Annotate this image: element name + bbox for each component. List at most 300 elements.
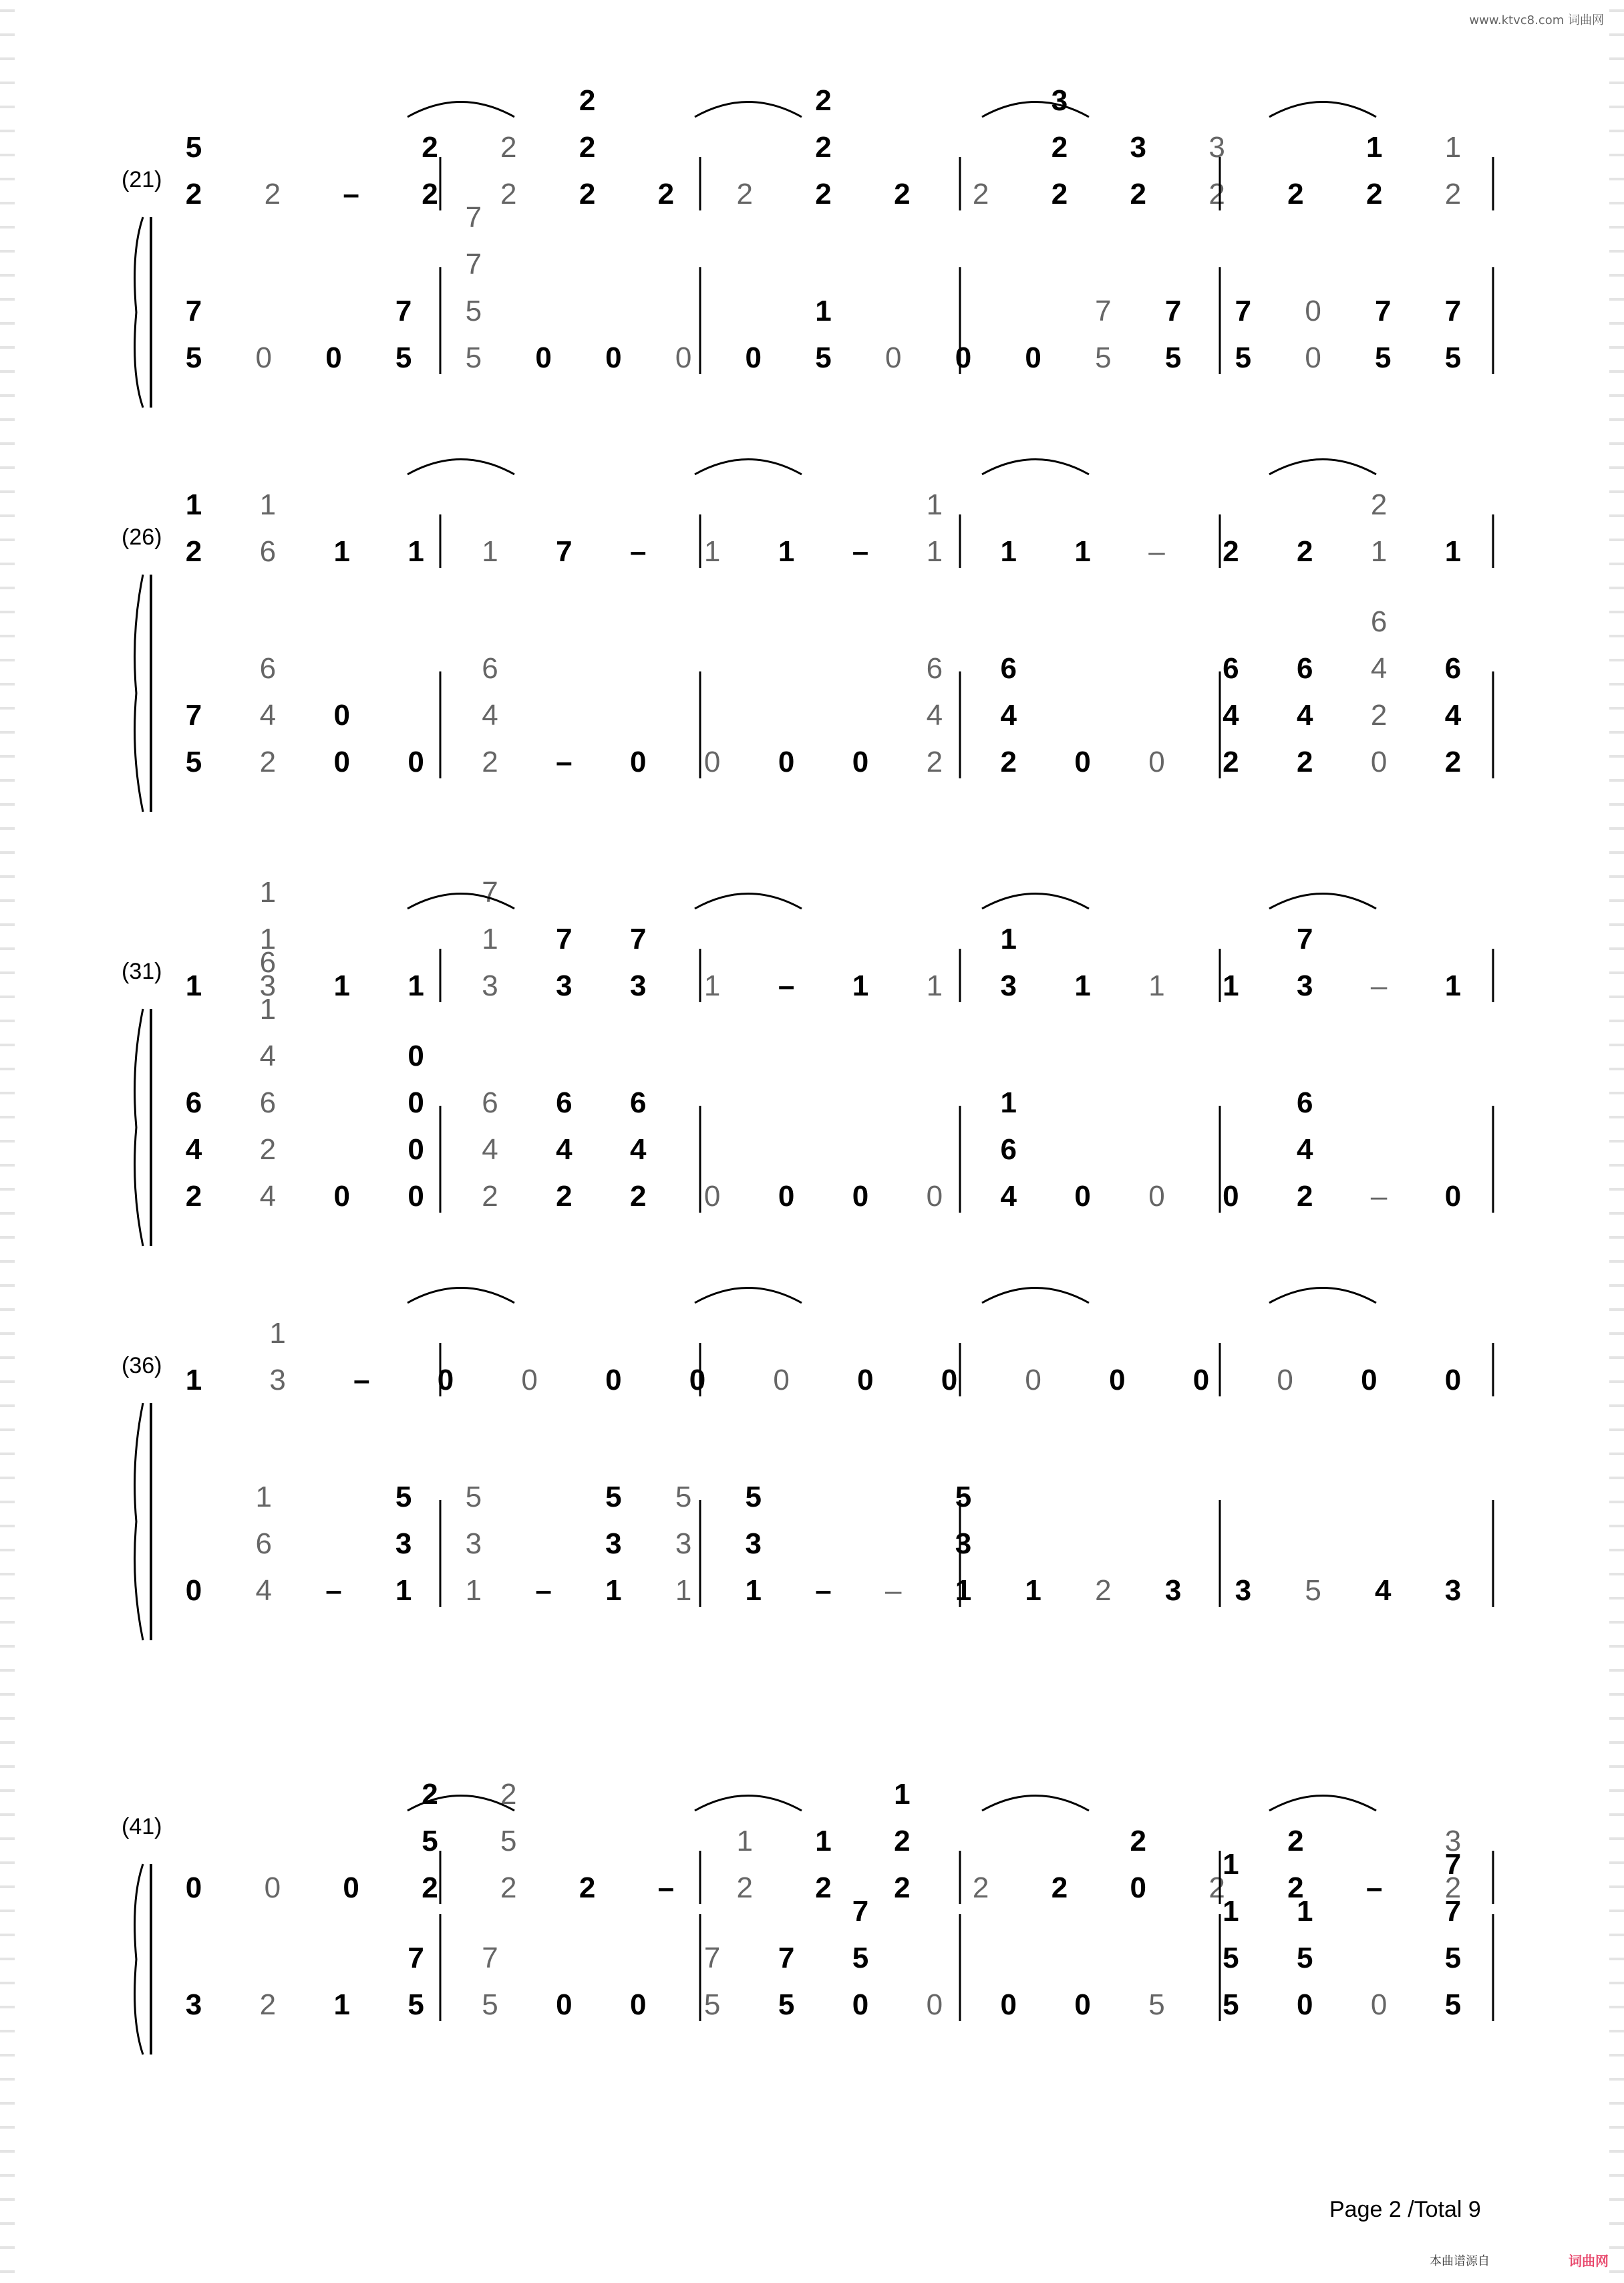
bass-note: 0: [333, 1180, 351, 1213]
bass-note: 7: [1235, 295, 1252, 327]
treble-note: 0: [1109, 1364, 1126, 1396]
treble-note: 2: [1444, 178, 1462, 210]
bass-note: 6: [482, 652, 498, 685]
treble-note: 1: [1000, 535, 1017, 568]
bass-note: 5: [745, 1481, 762, 1513]
bass-note: 0: [852, 746, 869, 778]
bass-note: 0: [630, 746, 647, 778]
bass-note: 6: [255, 1527, 272, 1560]
treble-note: –: [778, 969, 795, 1002]
bass-note: 0: [1444, 1180, 1462, 1213]
bass-note: 4: [1000, 1180, 1017, 1213]
bass-note: 5: [482, 1988, 498, 2021]
bass-note: 6: [556, 1086, 573, 1119]
treble-note: 2: [1051, 131, 1068, 164]
bass-note: 3: [745, 1527, 762, 1560]
bass-note: 1: [1000, 1086, 1017, 1119]
bass-note: 5: [1223, 1988, 1239, 2021]
bass-note: 0: [408, 746, 424, 778]
bass-note: 4: [926, 699, 943, 732]
treble-note: 2: [1051, 1871, 1068, 1904]
bass-note: 2: [482, 1180, 498, 1213]
bass-note: 7: [1375, 295, 1392, 327]
bass-note: 0: [535, 341, 552, 374]
tie-slur: [1269, 1288, 1376, 1304]
tie-slur: [695, 1796, 802, 1811]
bass-note: 0: [408, 1086, 424, 1119]
treble-note: 2: [579, 1871, 596, 1904]
treble-note: 1: [736, 1825, 753, 1857]
treble-note: 3: [630, 969, 647, 1002]
treble-note: 3: [1296, 969, 1313, 1002]
system-brace: [135, 1009, 143, 1246]
bass-note: 4: [1000, 699, 1017, 732]
tie-slur: [408, 894, 514, 909]
bass-note: 6: [259, 1086, 277, 1119]
treble-note: 2: [500, 178, 517, 210]
tie-slur: [1269, 894, 1376, 909]
treble-note: 1: [1444, 969, 1462, 1002]
bass-note: 1: [815, 295, 832, 327]
treble-note: 1: [185, 969, 202, 1002]
treble-note: 1: [185, 488, 202, 521]
treble-note: 1: [894, 1778, 911, 1811]
treble-note: 0: [1130, 1871, 1146, 1904]
bass-note: 5: [1444, 341, 1462, 374]
treble-note: 1: [482, 535, 498, 568]
bass-note: 6: [1000, 1133, 1017, 1166]
treble-note: 2: [500, 1778, 517, 1811]
bass-note: 2: [1296, 746, 1313, 778]
treble-note: 7: [482, 876, 498, 909]
bass-note: 4: [255, 1574, 272, 1607]
bass-note: 0: [778, 746, 795, 778]
treble-note: 0: [689, 1364, 706, 1396]
bass-note: 5: [465, 341, 482, 374]
bass-note: 4: [482, 699, 498, 732]
treble-note: 0: [1361, 1364, 1377, 1396]
treble-note: 2: [264, 178, 281, 210]
bass-note: 0: [556, 1988, 573, 2021]
treble-note: 2: [500, 131, 517, 164]
treble-note: 1: [333, 535, 351, 568]
tie-slur: [695, 102, 802, 118]
bass-note: 7: [408, 1942, 424, 1974]
bass-note: 5: [1095, 341, 1112, 374]
treble-note: 0: [264, 1871, 281, 1904]
bass-note: 7: [1444, 1848, 1462, 1881]
measure-number: (36): [122, 1353, 162, 1378]
tie-slur: [982, 102, 1089, 118]
treble-note: 1: [1444, 535, 1462, 568]
bass-note: 5: [1148, 1988, 1165, 2021]
treble-note: 2: [736, 178, 753, 210]
bass-note: 6: [926, 652, 943, 685]
treble-note: 3: [1444, 1825, 1462, 1857]
treble-note: 0: [437, 1364, 454, 1396]
treble-note: 2: [1208, 178, 1225, 210]
measure-number: (31): [122, 959, 162, 984]
bass-note: 7: [703, 1942, 721, 1974]
bass-note: 5: [815, 341, 832, 374]
treble-note: 1: [852, 969, 869, 1002]
bass-note: 0: [1305, 295, 1321, 327]
bass-note: 5: [395, 1481, 412, 1513]
treble-note: 1: [1000, 923, 1017, 955]
bass-note: 2: [926, 746, 943, 778]
bass-note: 7: [185, 295, 202, 327]
tie-slur: [982, 1288, 1089, 1304]
bass-note: 0: [630, 1988, 647, 2021]
bass-note: 2: [1095, 1574, 1112, 1607]
treble-note: 1: [259, 876, 277, 909]
bass-note: 0: [408, 1133, 424, 1166]
bass-note: 5: [408, 1988, 424, 2021]
bass-note: 4: [1444, 699, 1462, 732]
bass-note: 6: [259, 652, 277, 685]
treble-note: 5: [422, 1825, 438, 1857]
bass-note: 0: [1223, 1180, 1239, 1213]
bass-note: 6: [630, 1086, 647, 1119]
tie-slur: [695, 894, 802, 909]
tie-slur: [1269, 460, 1376, 475]
treble-note: –: [657, 1871, 675, 1904]
bass-note: 0: [1148, 1180, 1165, 1213]
treble-note: 3: [269, 1364, 286, 1396]
treble-note: 2: [894, 178, 911, 210]
footer-credit: 本曲谱源自: [1430, 2254, 1490, 2268]
bass-note: –: [815, 1574, 832, 1607]
bass-note: 4: [556, 1133, 573, 1166]
bass-note: 5: [703, 1988, 721, 2021]
bass-note: 0: [185, 1574, 202, 1607]
bass-note: 3: [955, 1527, 972, 1560]
bass-note: 1: [255, 1481, 272, 1513]
system-brace: [135, 575, 143, 812]
treble-note: 1: [333, 969, 351, 1002]
bass-note: 0: [1370, 1988, 1388, 2021]
treble-note: 1: [815, 1825, 832, 1857]
treble-note: 5: [185, 131, 202, 164]
bass-note: 0: [325, 341, 342, 374]
bass-note: 1: [1223, 1895, 1239, 1928]
treble-note: 1: [259, 923, 277, 955]
bass-note: –: [556, 746, 573, 778]
bass-note: 5: [1235, 341, 1252, 374]
bass-note: 0: [1025, 341, 1041, 374]
bass-note: 5: [955, 1481, 972, 1513]
treble-note: 1: [703, 535, 721, 568]
treble-note: 7: [1296, 923, 1313, 955]
bass-note: 0: [408, 1040, 424, 1072]
bass-note: 0: [1148, 746, 1165, 778]
bass-note: 5: [1305, 1574, 1321, 1607]
bass-note: 0: [1296, 1988, 1313, 2021]
treble-note: 2: [1208, 1871, 1225, 1904]
bass-note: 0: [1074, 1180, 1091, 1213]
bass-note: 3: [675, 1527, 692, 1560]
measure-number: (21): [122, 167, 162, 192]
bass-note: 5: [1164, 341, 1182, 374]
bass-note: 4: [259, 699, 277, 732]
bass-note: 6: [1444, 652, 1462, 685]
bass-note: 5: [465, 1481, 482, 1513]
bass-note: 2: [1444, 746, 1462, 778]
bass-note: 7: [1444, 1895, 1462, 1928]
treble-note: 3: [556, 969, 573, 1002]
system-brace: [135, 1864, 143, 2054]
system-brace: [135, 217, 143, 408]
treble-note: 1: [482, 923, 498, 955]
treble-note: 2: [1370, 488, 1388, 521]
site-logo: 词曲网: [1569, 2253, 1609, 2269]
treble-note: 7: [556, 923, 573, 955]
treble-note: –: [852, 535, 869, 568]
treble-note: –: [353, 1364, 370, 1396]
treble-note: 2: [894, 1825, 911, 1857]
bass-note: 2: [259, 1133, 277, 1166]
bass-note: 0: [703, 746, 721, 778]
treble-note: 2: [422, 178, 438, 210]
treble-note: 2: [815, 178, 832, 210]
page-indicator: Page 2 /Total 9: [1329, 2197, 1481, 2222]
treble-note: 1: [1074, 969, 1091, 1002]
bass-note: 1: [955, 1574, 972, 1607]
treble-note: 2: [422, 1778, 438, 1811]
bass-note: 0: [1305, 341, 1321, 374]
bass-note: 1: [1223, 1848, 1239, 1881]
bass-note: 5: [675, 1481, 692, 1513]
bass-note: 7: [1164, 295, 1182, 327]
bass-note: 2: [556, 1180, 573, 1213]
treble-note: 2: [1130, 178, 1146, 210]
bass-note: 3: [1444, 1574, 1462, 1607]
system-brace: [135, 1403, 143, 1640]
bass-note: 0: [1370, 746, 1388, 778]
bass-note: 4: [1370, 652, 1388, 685]
treble-note: 0: [1277, 1364, 1293, 1396]
bass-note: 4: [482, 1133, 498, 1166]
bass-note: –: [535, 1574, 552, 1607]
bass-note: 0: [1074, 1988, 1091, 2021]
bass-note: 1: [1025, 1574, 1041, 1607]
bass-note: 5: [1296, 1942, 1313, 1974]
bass-note: 6: [1370, 605, 1388, 638]
treble-note: 2: [579, 131, 596, 164]
bass-note: 1: [745, 1574, 762, 1607]
treble-note: 1: [408, 969, 424, 1002]
bass-note: 0: [255, 341, 272, 374]
bass-note: 6: [185, 1086, 202, 1119]
treble-note: 2: [1051, 178, 1068, 210]
treble-note: 1: [926, 535, 943, 568]
treble-note: 1: [408, 535, 424, 568]
bass-note: 4: [1223, 699, 1239, 732]
treble-note: 3: [482, 969, 498, 1002]
treble-note: 2: [579, 178, 596, 210]
treble-note: 0: [521, 1364, 538, 1396]
bass-note: 1: [395, 1574, 412, 1607]
bass-note: 5: [185, 746, 202, 778]
bass-note: 0: [408, 1180, 424, 1213]
tie-slur: [982, 460, 1089, 475]
bass-note: 2: [1000, 746, 1017, 778]
bass-note: 1: [675, 1574, 692, 1607]
bass-note: 5: [185, 341, 202, 374]
treble-note: 1: [778, 535, 795, 568]
bass-note: 3: [185, 1988, 202, 2021]
bass-note: 4: [259, 1180, 277, 1213]
tie-slur: [982, 894, 1089, 909]
bass-note: 3: [605, 1527, 622, 1560]
tie-slur: [982, 1796, 1089, 1811]
treble-note: 0: [1025, 1364, 1041, 1396]
bass-note: 4: [1296, 699, 1313, 732]
bass-note: 2: [1296, 1180, 1313, 1213]
treble-note: 3: [259, 969, 277, 1002]
bass-note: 4: [630, 1133, 647, 1166]
bass-note: 7: [778, 1942, 795, 1974]
treble-note: 2: [736, 1871, 753, 1904]
bass-note: 5: [852, 1942, 869, 1974]
treble-note: 0: [1192, 1364, 1210, 1396]
source-url: www.ktvc8.com 词曲网: [1469, 13, 1604, 27]
bass-note: 2: [259, 1988, 277, 2021]
treble-note: 2: [185, 178, 202, 210]
bass-note: 3: [1164, 1574, 1182, 1607]
bass-note: 0: [745, 341, 762, 374]
treble-note: –: [343, 178, 359, 210]
bass-note: 0: [926, 1988, 943, 2021]
treble-note: 2: [185, 535, 202, 568]
treble-note: 3: [1208, 131, 1225, 164]
treble-note: 2: [1296, 535, 1313, 568]
bass-note: 1: [605, 1574, 622, 1607]
treble-note: 2: [815, 84, 832, 117]
treble-note: 2: [422, 131, 438, 164]
treble-note: 1: [1444, 131, 1462, 164]
treble-note: 2: [815, 131, 832, 164]
bass-note: 2: [1370, 699, 1388, 732]
bass-note: 6: [1223, 652, 1239, 685]
treble-note: 1: [1223, 969, 1239, 1002]
bass-note: 4: [185, 1133, 202, 1166]
bass-note: 1: [1296, 1895, 1313, 1928]
treble-note: 0: [605, 1364, 622, 1396]
bass-note: 2: [482, 746, 498, 778]
bass-note: 3: [395, 1527, 412, 1560]
bass-note: 5: [395, 341, 412, 374]
bass-note: 7: [852, 1895, 869, 1928]
treble-note: 7: [630, 923, 647, 955]
treble-note: –: [630, 535, 647, 568]
bass-note: 0: [675, 341, 692, 374]
bass-note: 5: [1223, 1942, 1239, 1974]
tie-slur: [1269, 102, 1376, 118]
bass-note: 0: [778, 1180, 795, 1213]
bass-note: 5: [778, 1988, 795, 2021]
bass-note: 1: [465, 1574, 482, 1607]
treble-note: 7: [556, 535, 573, 568]
treble-note: 1: [1074, 535, 1091, 568]
bass-note: 0: [852, 1180, 869, 1213]
treble-note: 1: [259, 488, 277, 521]
treble-note: –: [1370, 969, 1388, 1002]
bass-note: 7: [482, 1942, 498, 1974]
tie-slur: [408, 102, 514, 118]
treble-note: 2: [657, 178, 675, 210]
treble-note: 2: [972, 1871, 989, 1904]
treble-note: 2: [1444, 1871, 1462, 1904]
treble-note: 3: [1000, 969, 1017, 1002]
treble-note: 0: [1444, 1364, 1462, 1396]
bass-note: 0: [333, 746, 351, 778]
treble-note: 1: [703, 969, 721, 1002]
treble-note: 0: [185, 1871, 202, 1904]
bass-note: 2: [185, 1180, 202, 1213]
treble-note: 1: [269, 1317, 286, 1350]
treble-note: 1: [185, 1364, 202, 1396]
bass-note: 0: [926, 1180, 943, 1213]
treble-note: 1: [1148, 969, 1165, 1002]
measure-number: (41): [122, 1814, 162, 1839]
treble-note: –: [1148, 535, 1165, 568]
bass-note: 5: [465, 295, 482, 327]
treble-note: 2: [972, 178, 989, 210]
bass-note: –: [325, 1574, 342, 1607]
bass-note: 7: [465, 201, 482, 234]
treble-note: 1: [1365, 131, 1383, 164]
treble-note: 1: [926, 488, 943, 521]
bass-note: –: [1370, 1180, 1388, 1213]
treble-note: –: [1365, 1871, 1383, 1904]
bass-note: 3: [465, 1527, 482, 1560]
treble-note: 2: [1365, 178, 1383, 210]
bass-note: 0: [955, 341, 972, 374]
treble-note: 6: [259, 535, 277, 568]
treble-note: 2: [1223, 535, 1239, 568]
bass-note: 7: [185, 699, 202, 732]
bass-note: 1: [259, 993, 277, 1026]
tie-slur: [695, 460, 802, 475]
bass-note: 7: [1444, 295, 1462, 327]
treble-note: 1: [1370, 535, 1388, 568]
treble-note: 2: [1287, 1871, 1304, 1904]
treble-note: 2: [1130, 1825, 1146, 1857]
tie-slur: [1269, 1796, 1376, 1811]
tie-slur: [695, 1288, 802, 1304]
bass-note: 2: [630, 1180, 647, 1213]
bass-note: 0: [884, 341, 902, 374]
treble-note: 0: [773, 1364, 790, 1396]
treble-note: 2: [1287, 178, 1304, 210]
tie-slur: [408, 1288, 514, 1304]
treble-note: 2: [1287, 1825, 1304, 1857]
bass-note: 7: [465, 248, 482, 281]
bass-note: 6: [482, 1086, 498, 1119]
treble-note: 3: [1051, 84, 1068, 117]
measure-number: (26): [122, 524, 162, 550]
treble-note: 2: [579, 84, 596, 117]
treble-note: 2: [500, 1871, 517, 1904]
bass-note: 0: [333, 699, 351, 732]
treble-note: 0: [857, 1364, 874, 1396]
treble-note: 1: [926, 969, 943, 1002]
bass-note: 0: [703, 1180, 721, 1213]
tie-slur: [408, 460, 514, 475]
bass-note: 5: [1444, 1988, 1462, 2021]
bass-note: 5: [1444, 1942, 1462, 1974]
